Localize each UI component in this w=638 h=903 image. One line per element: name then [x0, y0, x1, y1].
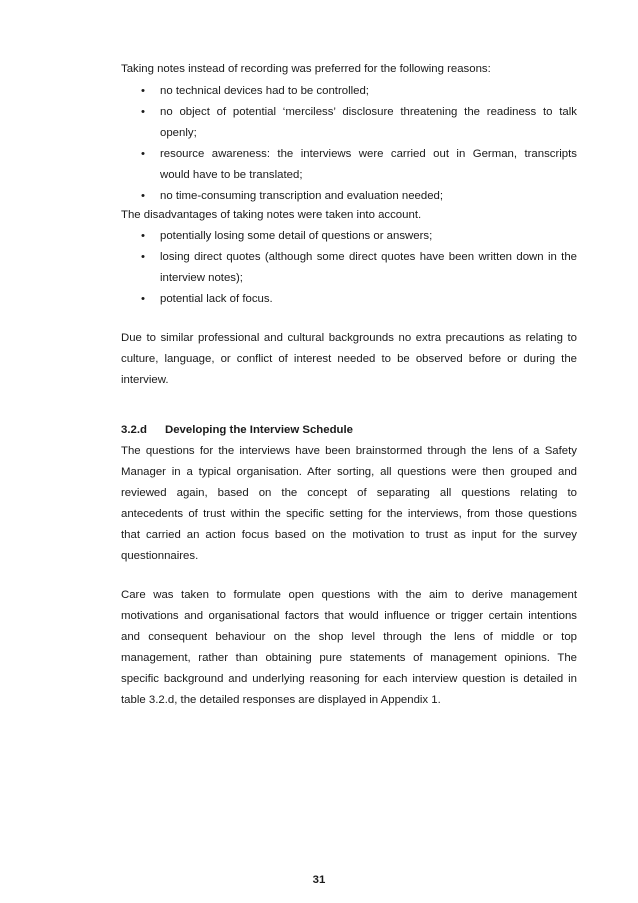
bullet-icon: •: [141, 293, 145, 305]
list-item-text-continued: interview notes);: [160, 272, 243, 284]
paragraph-line: specific background and underlying reasoning for each interview question is detailed in: [121, 673, 577, 685]
bullet-icon: •: [141, 251, 145, 263]
paragraph-line: antecedents of trust within the specific setting for the interviews, from those questions: [121, 508, 577, 520]
paragraph-line: culture, language, or conflict of interest needed to be observed before or during the: [121, 353, 577, 365]
section-title: Developing the Interview Schedule: [165, 424, 353, 436]
paragraph-line: and consequent behaviour on the shop level through the lens of middle or top: [121, 631, 577, 643]
list-item-text-continued: would have to be translated;: [160, 169, 303, 181]
paragraph-line: Manager in a typical organisation. After sorting, all questions were then grouped and: [121, 466, 577, 478]
disadvantages-intro: The disadvantages of taking notes were taken into account.: [121, 209, 422, 221]
list-item-text: resource awareness: the interviews were carried out in German, transcripts: [160, 148, 577, 160]
list-item-text: potentially losing some detail of questions or answers;: [160, 230, 433, 242]
bullet-icon: •: [141, 148, 145, 160]
list-item-text-continued: openly;: [160, 127, 197, 139]
paragraph-line: The questions for the interviews have been brainstormed through the lens of a Safety: [121, 445, 577, 457]
intro-text: Taking notes instead of recording was preferred for the following reasons:: [121, 63, 491, 75]
paragraph-line: Care was taken to formulate open questions with the aim to derive management: [121, 589, 577, 601]
paragraph-line: questionnaires.: [121, 550, 199, 562]
list-item-text: losing direct quotes (although some direct quotes have been written down in the: [160, 251, 577, 263]
page-number: 31: [312, 874, 326, 886]
paragraph-line: motivations and organisational factors that would influence or trigger certain intentions: [121, 610, 577, 622]
paragraph-line: table 3.2.d, the detailed responses are displayed in Appendix 1.: [121, 694, 441, 706]
list-item-text: no time-consuming transcription and evaluation needed;: [160, 190, 444, 202]
paragraph-line: interview.: [121, 374, 169, 386]
bullet-icon: •: [141, 85, 145, 97]
paragraph-line: reviewed again, based on the concept of separating all questions relating to: [121, 487, 577, 499]
list-item-text: no object of potential ‘merciless’ disclosure threatening the readiness to talk: [160, 106, 577, 118]
list-item-text: no technical devices had to be controlled;: [160, 85, 369, 97]
list-item-text: potential lack of focus.: [160, 293, 273, 305]
bullet-icon: •: [141, 106, 145, 118]
section-number: 3.2.d: [121, 424, 147, 436]
bullet-icon: •: [141, 190, 145, 202]
bullet-icon: •: [141, 230, 145, 242]
section-heading: [121, 423, 353, 437]
paragraph-line: management, rather than obtaining pure statements of management opinions. The: [121, 652, 577, 664]
paragraph-line: Due to similar professional and cultural backgrounds no extra precautions as relating to: [121, 332, 577, 344]
paragraph-line: that carried an action focus based on the motivation to trust as input for the survey: [121, 529, 577, 541]
